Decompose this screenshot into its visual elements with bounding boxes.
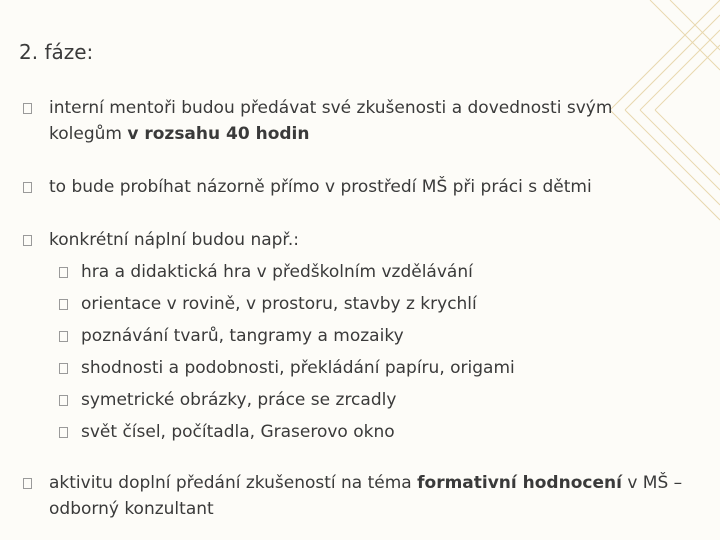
list-item: to bude probíhat názorně přímo v prostředí MŠ při práci s dětmi	[49, 177, 592, 197]
sub-list-item: symetrické obrázky, práce se zrcadly	[81, 390, 397, 410]
sub-bullet-icon	[59, 395, 68, 406]
sub-bullet-icon	[59, 331, 68, 342]
sub-bullet-icon	[59, 363, 68, 374]
sub-list-item: svět čísel, počítadla, Graserovo okno	[81, 422, 395, 442]
bullet-checkbox-icon	[23, 478, 32, 489]
sub-list-item: poznávání tvarů, tangramy a mozaiky	[81, 326, 404, 346]
list-item: interní mentoři budou předávat své zkušenosti a dovednosti svým kolegům v rozsahu 40 hodin	[49, 98, 613, 144]
list-item: konkrétní náplní budou např.:	[49, 230, 299, 250]
sub-bullet-icon	[59, 299, 68, 310]
slide-title: 2. fáze:	[19, 40, 94, 64]
bullet-checkbox-icon	[23, 103, 32, 114]
sub-list-item: orientace v rovině, v prostoru, stavby z krychlí	[81, 294, 477, 314]
bullet-checkbox-icon	[23, 182, 32, 193]
sub-list-item: shodnosti a podobnosti, překládání papíru, origami	[81, 358, 515, 378]
sub-list-item: hra a didaktická hra v předškolním vzdělávání	[81, 262, 473, 282]
list-item: aktivitu doplní předání zkušeností na téma formativní hodnocení v MŠ – odborný konzultant	[49, 473, 683, 519]
bullet-checkbox-icon	[23, 235, 32, 246]
sub-bullet-icon	[59, 427, 68, 438]
sub-bullet-icon	[59, 267, 68, 278]
